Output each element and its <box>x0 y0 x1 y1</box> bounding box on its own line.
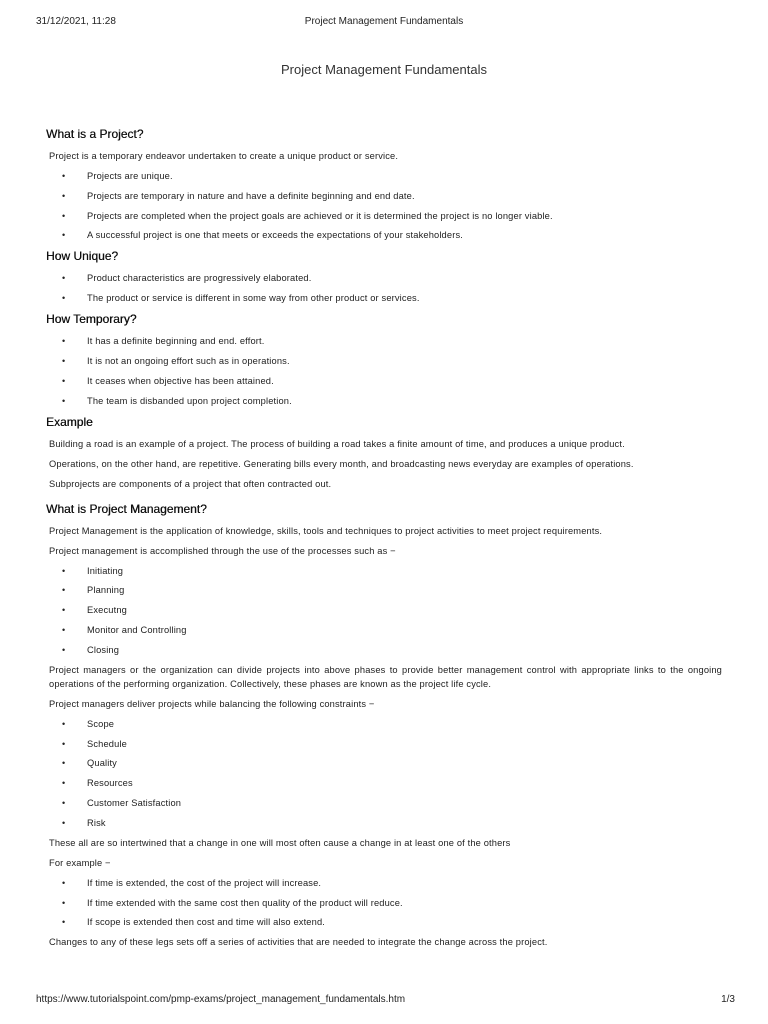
list-item: • Projects are unique. <box>46 169 722 183</box>
list-item: • Risk <box>46 816 722 830</box>
temporary-list <box>46 334 722 407</box>
list-item: • Executng <box>46 603 722 617</box>
paragraph: Changes to any of these legs sets off a series of activities that are needed to integrate the change across the project. <box>49 937 548 948</box>
examples-list <box>46 876 722 930</box>
list-item: • Quality <box>46 756 722 770</box>
document-title: Project Management Fundamentals <box>281 62 487 77</box>
list-item: • Schedule <box>46 737 722 751</box>
constraints-list <box>46 717 722 830</box>
list-item: • If time extended with the same cost then quality of the product will reduce. <box>46 896 722 910</box>
paragraph: Subprojects are components of a project that often contracted out. <box>49 478 332 489</box>
paragraph: Project managers or the organization can divide projects into above phases to provide better management control with appropriate links to the ongoing operations of the performing organization. Collectively, these phases are known as the project life cycle. <box>49 664 722 689</box>
paragraph: For example − <box>49 857 111 868</box>
list-item: • Closing <box>46 643 722 657</box>
heading-how-temporary: How Temporary? <box>46 312 137 327</box>
paragraph: Project Management is the application of knowledge, skills, tools and techniques to project activities to meet project requirements. <box>49 525 603 536</box>
print-header <box>0 16 768 30</box>
paragraph: Operations, on the other hand, are repetitive. Generating bills every month, and broadcasting news everyday are examples of operations. <box>49 458 634 469</box>
list-item: • Monitor and Controlling <box>46 623 722 637</box>
paragraph: Building a road is an example of a project. The process of building a road takes a finite amount of time, and produces a unique product. <box>49 438 625 449</box>
list-item: • Product characteristics are progressively elaborated. <box>46 271 722 285</box>
heading-how-unique: How Unique? <box>46 249 119 264</box>
paragraph: Project management is accomplished through the use of the processes such as − <box>49 545 396 556</box>
list-item: • Resources <box>46 776 722 790</box>
process-list <box>46 564 722 657</box>
list-item: • Scope <box>46 717 722 731</box>
print-datetime: 31/12/2021, 11:28 <box>36 16 116 27</box>
list-item: • The product or service is different in some way from other product or services. <box>46 291 722 305</box>
heading-what-is-project-management: What is Project Management? <box>46 501 207 516</box>
list-item: • Projects are temporary in nature and have a definite beginning and end date. <box>46 189 722 203</box>
paragraph: These all are so intertwined that a change in one will most often cause a change in at least one of the others <box>49 837 511 848</box>
heading-what-is-a-project: What is a Project? <box>46 127 144 141</box>
print-page-title: Project Management Fundamentals <box>304 16 464 27</box>
unique-list <box>46 271 722 305</box>
article-content <box>46 126 722 955</box>
paragraph: Project is a temporary endeavor undertaken to create a unique product or service. <box>49 151 399 161</box>
page-url: https://www.tutorialspoint.com/pmp-exams/project_management_fundamentals.htm <box>36 994 406 1005</box>
page-number: 1/3 <box>721 994 735 1005</box>
list-item: • Initiating <box>46 564 722 578</box>
list-item: • If scope is extended then cost and time will also extend. <box>46 915 722 929</box>
list-item: • The team is disbanded upon project completion. <box>46 394 722 408</box>
list-item: • It is not an ongoing effort such as in operations. <box>46 354 722 368</box>
list-item: • It has a definite beginning and end. effort. <box>46 334 722 348</box>
list-item: • Planning <box>46 583 722 597</box>
list-item: • Projects are completed when the project goals are achieved or it is determined the project is no longer viable. <box>46 209 722 223</box>
list-item: • A successful project is one that meets or exceeds the expectations of your stakeholders. <box>46 228 722 242</box>
heading-example: Example <box>46 414 93 429</box>
list-item: • It ceases when objective has been attained. <box>46 374 722 388</box>
paragraph: Project managers deliver projects while balancing the following constraints − <box>49 698 375 709</box>
list-item: • Customer Satisfaction <box>46 796 722 810</box>
list-item: • If time is extended, the cost of the project will increase. <box>46 876 722 890</box>
project-list <box>46 169 722 242</box>
